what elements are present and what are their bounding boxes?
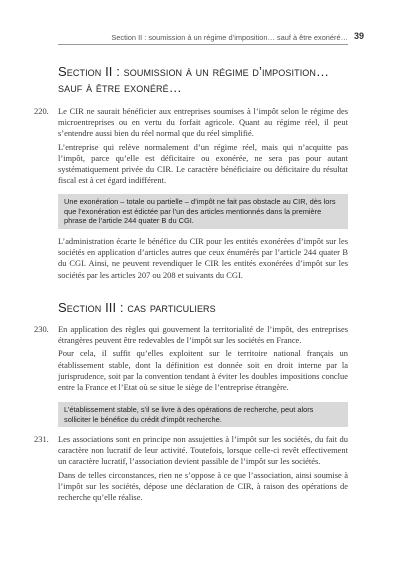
running-title: Section II : soumission à un régime d’imposition… sauf à être exonéré… <box>111 33 348 42</box>
callout-text: Une exonération – totale ou partielle – d’impôt ne fait pas obstacle au CIR, dès lors que l’exonération est édictée par l’un des articles mentionnés dans la première phrase de l’article 244 quater B du CGI. <box>64 197 336 225</box>
paragraph-230 <box>34 324 348 393</box>
running-header <box>0 33 348 42</box>
section-3-heading <box>58 300 348 316</box>
paragraph-220-continued <box>58 236 348 281</box>
paragraph-text: L’entreprise qui relève normalement d’un régime réel, mais qui n’acquitte pas l’impôt, parce qu’elle est déficitaire ou exonérée, ne sera pas pour autant systématiquement privée du CIR. Le caractère bénéficiaire ou déficitaire du résultat fiscal est à cet égard indifférent. <box>58 141 348 186</box>
paragraph-number: 231. <box>34 434 49 444</box>
section-2-title-line1: Section II : soumission à un régime d’imposition… <box>58 64 330 79</box>
paragraph-text: Les associations sont en principe non assujetties à l’impôt sur les sociétés, du fait du caractère non lucratif de leur activité. Toutefois, lorsque celle-ci revêt effectivement un caractère lucratif, l’association devient passible de l’impôt sur les sociétés. <box>58 434 348 467</box>
paragraph-number: 220. <box>34 106 49 116</box>
callout-text: L’établissement stable, s’il se livre à des opérations de recherche, peut alors solliciter le bénéfice du crédit d’impôt recherche. <box>64 405 314 424</box>
header-divider <box>58 44 348 45</box>
section-2-title-line2: sauf à être exonéré… <box>58 80 182 95</box>
paragraph-text: En application des règles qui gouvernent la territorialité de l’impôt, des entreprises étrangères peuvent être redevables de l’impôt sur les sociétés en France. <box>58 324 348 346</box>
paragraph-text: L’administration écarte le bénéfice du CIR pour les entités exonérées d’impôt sur les sociétés en application d’articles autres que ceux énumérés par l’article 244 quater B du CGI. Ainsi, ne peuvent revendiquer le CIR les entités exonérées d’impôt sur les sociétés par les articles 207 ou 208 et suivants du CGI. <box>58 236 348 280</box>
paragraph-text: Dans de telles circonstances, rien ne s’oppose à ce que l’association, ainsi soumise à l’impôt sur les sociétés, dépose une déclaration de CIR, à raison des opérations de recherche qu’elle réalise. <box>58 469 348 503</box>
section-3-title: Section III : cas particuliers <box>58 300 216 315</box>
paragraph-220 <box>34 106 348 186</box>
paragraph-text: Pour cela, il suffit qu’elles exploitent sur le territoire national français un établissement stable, dont la définition est donnée soit en droit interne par la jurisprudence, soit par la convention tendant à éviter les doubles impositions conclue entre la France et l’Etat où se situe le siège de l’entreprise étrangère. <box>58 348 348 393</box>
section-2-heading <box>58 64 348 96</box>
paragraph-number: 230. <box>34 324 49 334</box>
callout-box <box>58 402 348 427</box>
page-number: 39 <box>354 31 365 41</box>
paragraph-text: Le CIR ne saurait bénéficier aux entreprises soumises à l’impôt selon le régime des microentreprises ou en vertu du forfait agricole. Quant au régime réel, il peut s’entendre aussi bien du réel normal que du réel simplifié. <box>58 106 348 139</box>
section-2-title <box>58 64 348 96</box>
callout-box <box>58 194 348 229</box>
paragraph-231 <box>34 434 348 503</box>
